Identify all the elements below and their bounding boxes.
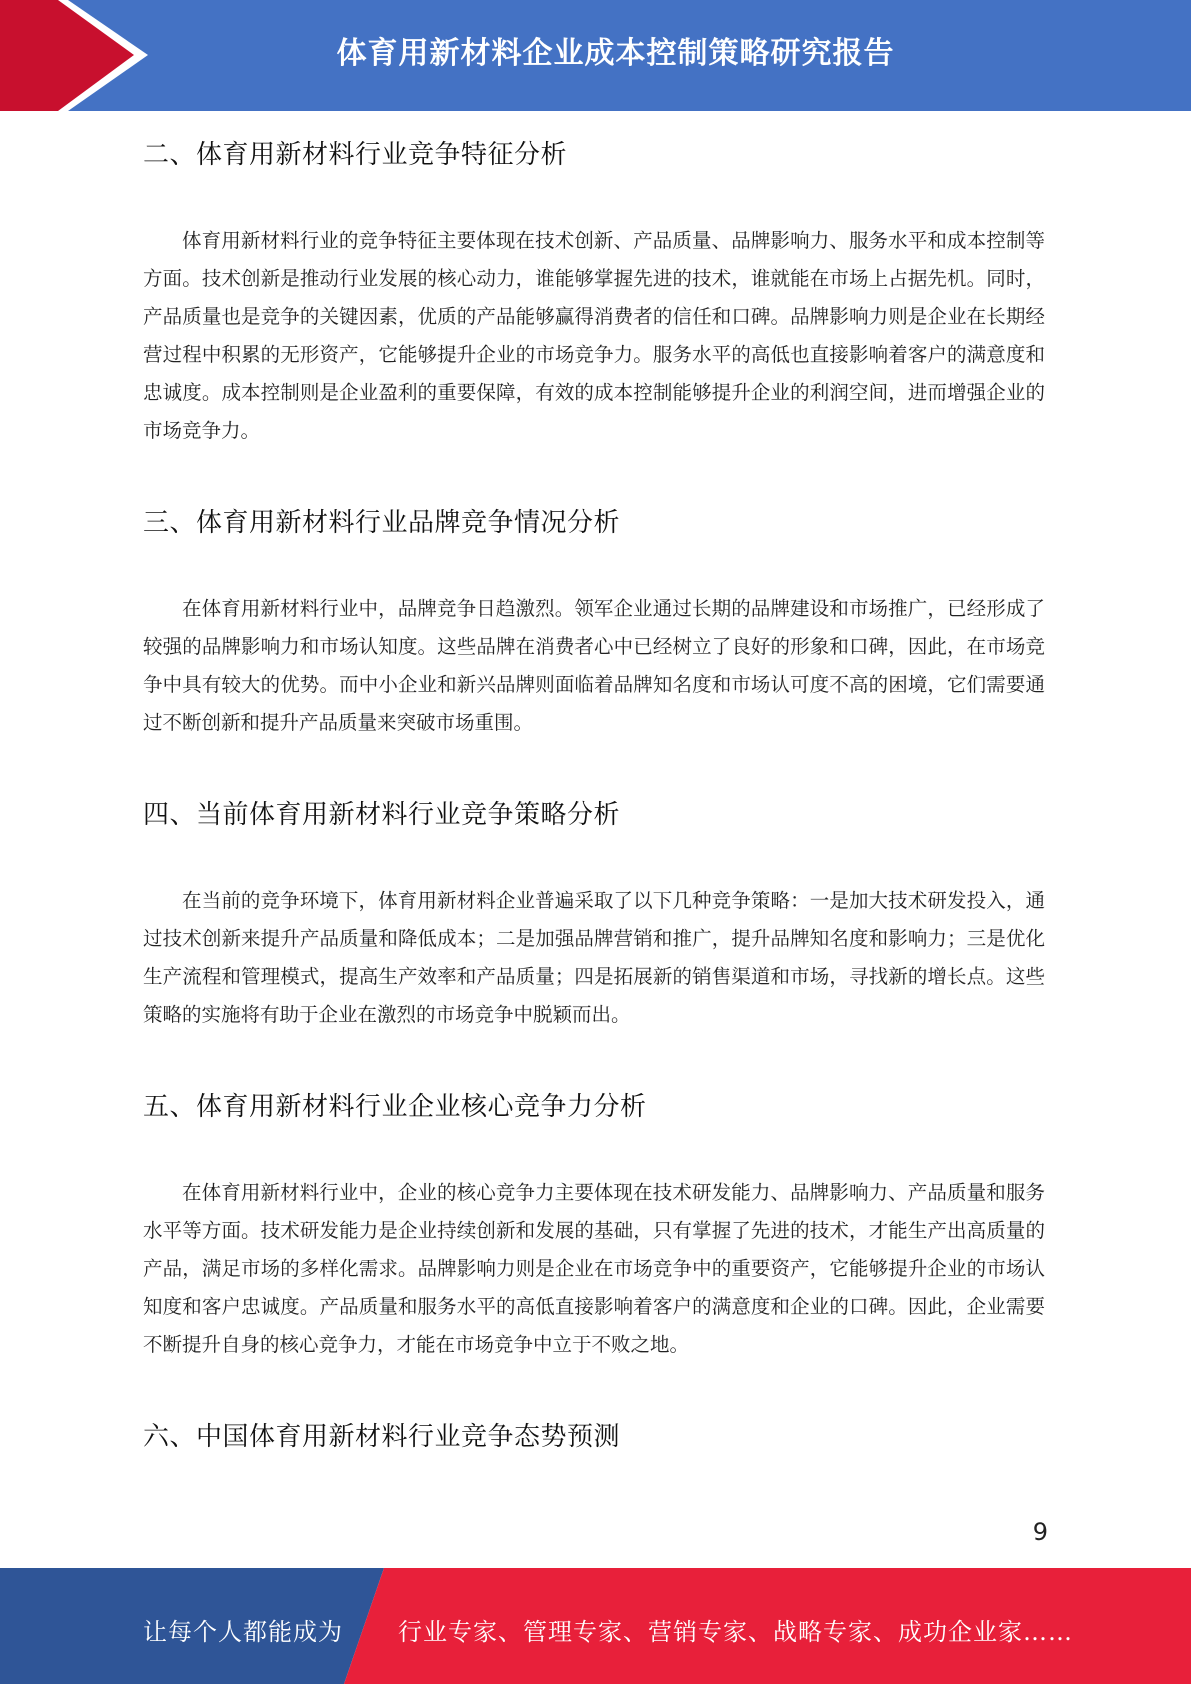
section-paragraph: 体育用新材料行业的竞争特征主要体现在技术创新、产品质量、品牌影响力、服务水平和成本控制等方面。技术创新是推动行业发展的核心动力，谁能够掌握先进的技术，谁就能在市场上占据先机。同时，产品质量也是竞争的关键因素，优质的产品能够赢得消费者的信任和口碑。品牌影响力则是企业在长期经营过程中积累的无形资产，它能够提升企业的市场竞争力。服务水平的高低也直接影响着客户的满意度和忠诚度。成本控制则是企业盈利的重要保障，有效的成本控制能够提升企业的利润空间，进而增强企业的市场竞争力。 [143,229,1045,442]
section-heading: 二、体育用新材料行业竞争特征分析 [143,140,568,170]
section-paragraph: 在体育用新材料行业中，品牌竞争日趋激烈。领军企业通过长期的品牌建设和市场推广，已经形成了较强的品牌影响力和市场认知度。这些品牌在消费者心中已经树立了良好的形象和口碑，因此，在市场竞争中具有较大的优势。而中小企业和新兴品牌则面临着品牌知名度和市场认可度不高的困境，它们需要通过不断创新和提升产品质量来突破市场重围。 [143,597,1045,734]
section-heading: 三、体育用新材料行业品牌竞争情况分析 [143,508,621,538]
footer-slogan-left: 让每个人都能成为 [143,1618,343,1646]
document-title: 体育用新材料企业成本控制策略研究报告 [336,36,895,71]
page-header [0,0,1191,111]
section-heading: 五、体育用新材料行业企业核心竞争力分析 [143,1092,647,1122]
section-heading: 六、中国体育用新材料行业竞争态势预测 [143,1422,621,1452]
page-number: 9 [1032,1518,1048,1546]
section-paragraph: 在当前的竞争环境下，体育用新材料企业普遍采取了以下几种竞争策略：一是加大技术研发投入，通过技术创新来提升产品质量和降低成本；二是加强品牌营销和推广，提升品牌知名度和影响力；三是优化生产流程和管理模式，提高生产效率和产品质量；四是拓展新的销售渠道和市场，寻找新的增长点。这些策略的实施将有助于企业在激烈的市场竞争中脱颖而出。 [143,889,1045,1026]
footer-slogan-right: 行业专家、管理专家、营销专家、战略专家、成功企业家…… [398,1618,1073,1646]
section-heading: 四、当前体育用新材料行业竞争策略分析 [143,800,621,830]
page-footer [0,1568,1191,1684]
section-paragraph: 在体育用新材料行业中，企业的核心竞争力主要体现在技术研发能力、品牌影响力、产品质量和服务水平等方面。技术研发能力是企业持续创新和发展的基础，只有掌握了先进的技术，才能生产出高质量的产品，满足市场的多样化需求。品牌影响力则是企业在市场竞争中的重要资产，它能够提升企业的市场认知度和客户忠诚度。产品质量和服务水平的高低直接影响着客户的满意度和企业的口碑。因此，企业需要不断提升自身的核心竞争力，才能在市场竞争中立于不败之地。 [143,1181,1045,1356]
